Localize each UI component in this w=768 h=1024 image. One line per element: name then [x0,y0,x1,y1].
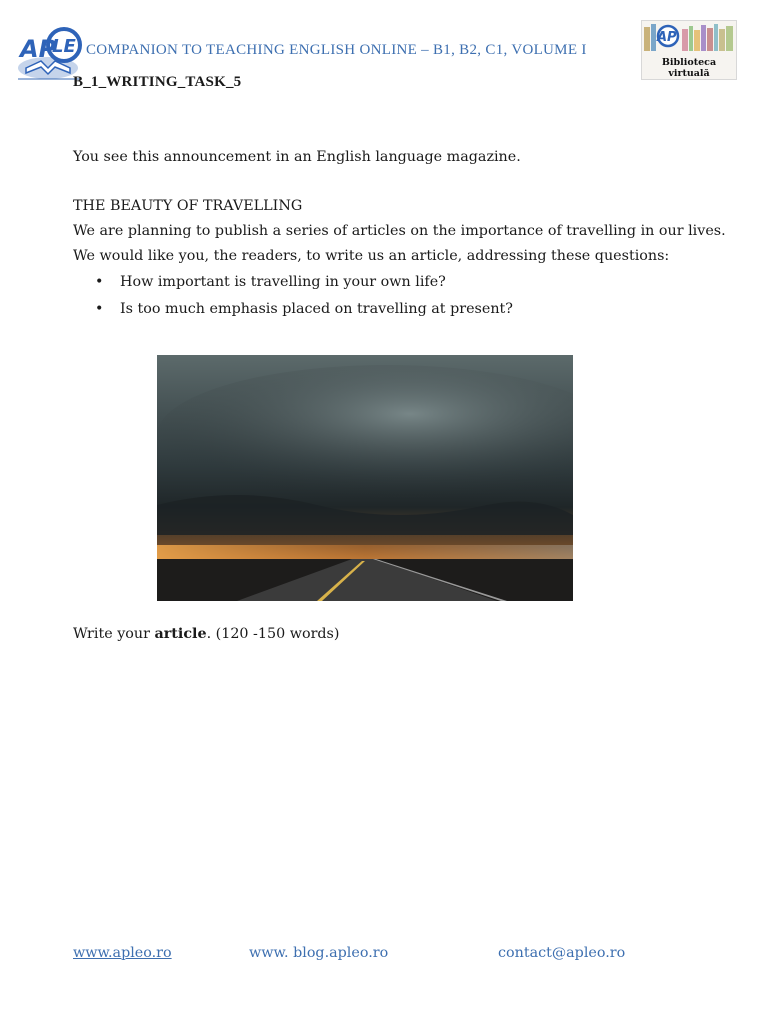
footer-link-website[interactable]: www.apleo.ro [73,945,172,961]
instruction-pre: Write your [73,626,155,642]
svg-text:AP: AP [657,30,677,45]
announcement-heading: THE BEAUTY OF TRAVELLING [73,198,303,214]
svg-text:AP: AP [20,35,57,63]
biblioteca-virtuala-logo-icon [641,20,737,80]
instruction-post: . (120 -150 words) [206,626,340,642]
bullet-icon: • [95,274,104,290]
bullet-text: Is too much emphasis placed on travelling at present? [120,301,513,317]
task-title: B_1_WRITING_TASK_5 [73,74,242,90]
announcement-paragraph-2: We would like you, the readers, to write us an article, addressing these questions: [73,248,670,264]
instruction-text [73,625,339,643]
bullet-text: How important is travelling in your own life? [120,274,446,290]
instruction-bold: article [154,626,207,642]
bookshelf-icon [642,21,736,53]
storm-road-photo [157,355,573,601]
announcement-paragraph-1: We are planning to publish a series of articles on the importance of travelling in our lives. [73,223,726,239]
intro-text: You see this announcement in an English language magazine. [73,149,521,165]
footer-link-blog[interactable]: www. blog.apleo.ro [249,945,389,961]
svg-text:LE: LE [52,36,76,57]
footer-contact-email[interactable]: contact@apleo.ro [498,945,626,961]
bullet-icon: • [95,301,104,317]
header-title: COMPANION TO TEACHING ENGLISH ONLINE – B1, B2, C1, VOLUME I [86,42,587,58]
logo-right-caption: Biblioteca virtuală [661,57,717,79]
